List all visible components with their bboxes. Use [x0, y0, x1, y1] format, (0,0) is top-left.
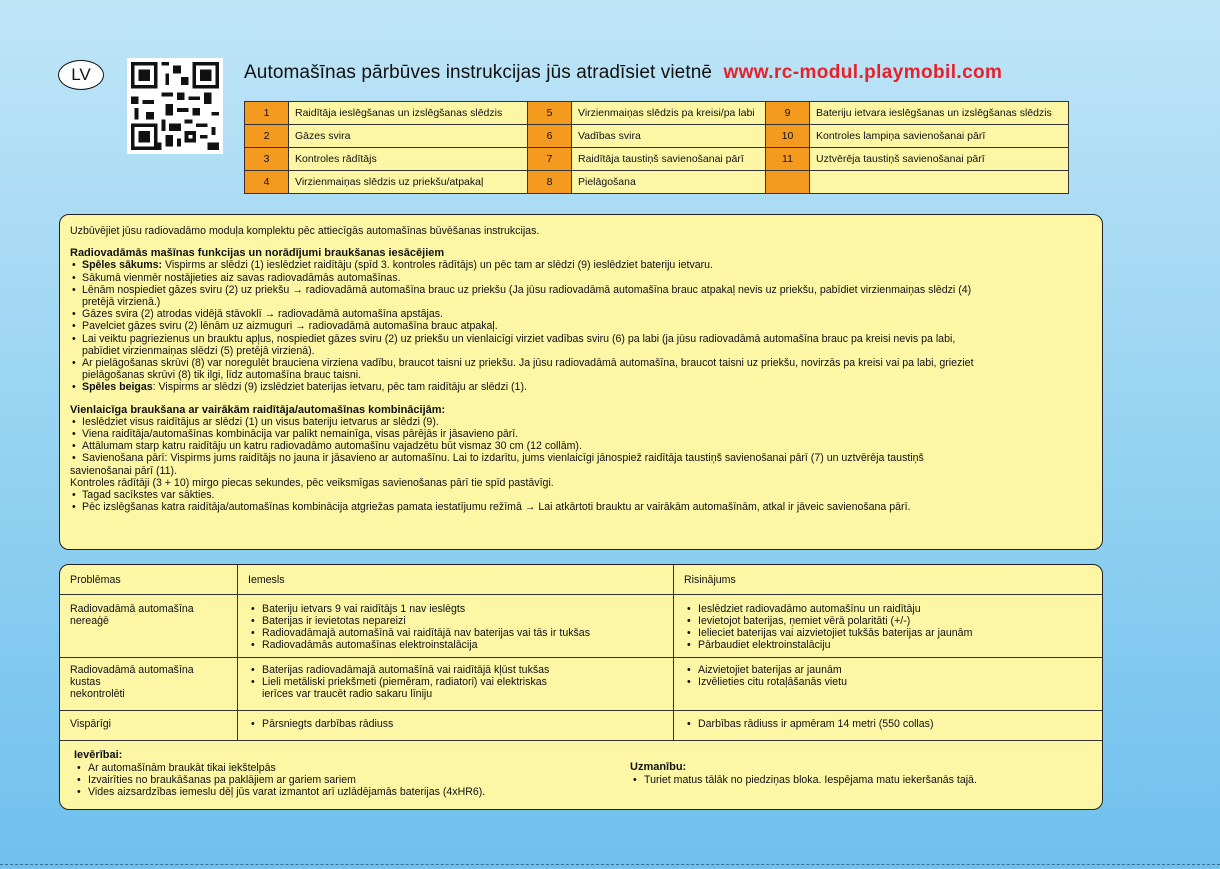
problem-cell: Radiovadāmā automašīna nereaģē: [60, 595, 238, 658]
column-header: Problēmas: [60, 565, 238, 595]
section-heading-functions: Radiovadāmās mašīnas funkcijas un norādījumi braukšanas iesācējiem: [70, 247, 445, 260]
solution-cell: [674, 595, 1103, 658]
list-item: • Ielieciet baterijas vai aizvietojiet tukšās baterijas ar jaunām: [684, 627, 1092, 639]
part-number: 9: [766, 102, 810, 125]
solution-cell: [674, 658, 1103, 711]
part-number: 2: [245, 125, 289, 148]
part-label: Kontroles rādītājs: [289, 148, 528, 171]
problem-cell: Vispārīgi: [60, 711, 238, 741]
part-label: Kontroles lampiņa savienošanai pārī: [810, 125, 1069, 148]
part-number: 7: [528, 148, 572, 171]
problem-cell: Radiovadāmā automašīna kustas nekontrolēti: [60, 658, 238, 711]
pairing-cont: savienošanai pārī (11).: [70, 464, 177, 477]
list-item: • Ar pielāgošanas skrūvi (8) var noregulēt brauciena virziena vadību, braucot taisni uz priekšu. Ja jūsu radiovadāmā automašīna, braucot taisni uz priekšu, novirzās pa kreisi vai pa labi, grieziet pielāgošanas skrūvi (8) tik ilgi, līdz automašīna brauc taisni.: [70, 357, 1092, 381]
list-item: • Lai veiktu pagriezienus un brauktu apļus, nospiediet gāzes sviru (2) uz priekšu un vienlaicīgi virziet vadības sviru (6) pa labi (ja jūsu radiovadāmā automašīna brauc pa kreisi nevis pa labi, pabīdiet virzienmaiņas slēdzi (5) pretējā virzienā).: [70, 333, 1092, 357]
list-item: • Aizvietojiet baterijas ar jaunām: [684, 664, 1092, 676]
cause-cell: [238, 658, 674, 711]
part-label: Virzienmaiņas slēdzis uz priekšu/atpakaļ: [289, 171, 528, 194]
list-item: • Savienošana pārī: Vispirms jums raidītājs no jauna ir jāsavieno ar automašīnu. Lai to izdarītu, jums vienlaicīgi jānospiež raidītāja taustiņš savienošanai pārī (7) un uztvērēja taustiņš: [70, 452, 1092, 464]
part-number: 8: [528, 171, 572, 194]
list-item: • Attālumam starp katru raidītāju un katru radiovadāmo automašīnu vajadzētu būt vismaz 30 cm (12 collām).: [70, 440, 1092, 452]
parts-row: [245, 171, 1069, 194]
list-item: • Lēnām nospiediet gāzes sviru (2) uz priekšu → radiovadāmā automašīna brauc uz priekšu (Ja jūsu radiovadāmā automašīna brauc atpakaļ nevis uz priekšu, pabīdiet virzienmaiņas slēdzi (4) pretējā virzienā.): [70, 284, 1092, 308]
list-item: • Spēles sākums: Vispirms ar slēdzi (1) ieslēdziet raidītāju (spīd 3. kontroles rādītājs) un pēc tam ar slēdzi (9) ieslēdziet bateriju ietvaru.: [70, 259, 1092, 271]
table-row: [60, 595, 1102, 658]
table-row: [60, 658, 1102, 711]
list-item: • Baterijas ir ievietotas nepareizi: [248, 615, 663, 627]
multiple-cars-list-end: [70, 489, 1092, 513]
notes-warning: [630, 761, 977, 786]
troubleshooting-panel: [59, 564, 1103, 810]
parts-legend-table: [244, 101, 1069, 194]
list-item: • Ar automašīnām braukāt tikai iekštelpās: [74, 762, 485, 774]
list-item: • Gāzes svira (2) atrodas vidējā stāvoklī → radiovadāmā automašīna apstājas.: [70, 308, 1092, 320]
notes-warning-title: Uzmanību:: [630, 761, 687, 773]
list-item: • Izvairīties no braukāšanas pa paklājiem ar gariem sariem: [74, 774, 485, 786]
part-label: Gāzes svira: [289, 125, 528, 148]
list-item: • Tagad sacīkstes var sākties.: [70, 489, 1092, 501]
part-number: 11: [766, 148, 810, 171]
part-label: Bateriju ietvara ieslēgšanas un izslēgšanas slēdzis: [810, 102, 1069, 125]
list-item: • Pavelciet gāzes sviru (2) lēnām uz aizmuguri → radiovadāmā automašīna brauc atpakaļ.: [70, 320, 1092, 332]
part-number: 1: [245, 102, 289, 125]
part-label: Raidītāja taustiņš savienošanai pārī: [572, 148, 766, 171]
notes-section: [60, 741, 1102, 810]
list-item: • Radiovadāmās automašīnas elektroinstalācija: [248, 639, 663, 651]
indicator-note: Kontroles rādītāji (3 + 10) mirgo piecas sekundes, pēc veiksmīgas savienošanas pārī tie spīd pastāvīgi.: [70, 476, 554, 489]
website-link[interactable]: www.rc-modul.playmobil.com: [723, 62, 1003, 83]
part-label: Uztvērēja taustiņš savienošanai pārī: [810, 148, 1069, 171]
cut-line: [0, 864, 1220, 865]
list-item: • Sākumā vienmēr nostājieties aiz savas radiovadāmās automašīnas.: [70, 272, 1092, 284]
table-row: [60, 711, 1102, 741]
list-item: • Ieslēdziet radiovadāmo automašīnu un raidītāju: [684, 603, 1092, 615]
part-number: 4: [245, 171, 289, 194]
cause-cell: [238, 595, 674, 658]
list-item: • Bateriju ietvars 9 vai raidītājs 1 nav ieslēgts: [248, 603, 663, 615]
list-item: • Lieli metāliski priekšmeti (piemēram, radiatori) vai elektriskas ierīces var traucēt radio sakaru līniju: [248, 676, 663, 700]
list-item: • Pārsniegts darbības rādiuss: [248, 718, 663, 730]
page-title: [244, 62, 1002, 84]
part-number: 6: [528, 125, 572, 148]
title-text: Automašīnas pārbūves instrukcijas jūs atradīsiet vietnē: [244, 62, 713, 83]
list-item: • Ieslēdziet visus raidītājus ar slēdzi (1) un visus bateriju ietvarus ar slēdzi (9).: [70, 416, 1092, 428]
troubleshooting-table: [60, 565, 1102, 741]
list-item: • Baterijas radiovadāmajā automašīnā vai raidītājā kļūst tukšas: [248, 664, 663, 676]
table-header-row: [60, 565, 1102, 595]
part-label: Pielāgošana: [572, 171, 766, 194]
list-item: • Izvēlieties citu rotaļāšanās vietu: [684, 676, 1092, 688]
list-item: • Ievietojot baterijas, ņemiet vērā polaritāti (+/-): [684, 615, 1092, 627]
parts-row: [245, 125, 1069, 148]
multiple-cars-list: [70, 416, 1092, 465]
notes-attention-title: Ievērībai:: [74, 749, 123, 761]
functions-list: [70, 259, 1092, 393]
list-item: • Pēc izslēgšanas katra raidītāja/automašīnas kombinācija atgriežas pamata iestatījumu režīmā → Lai atkārtoti brauktu ar vairākām automašīnām, atkal ir jāveic savienošana pārī.: [70, 501, 1092, 513]
column-header: Iemesls: [238, 565, 674, 595]
list-item: • Viena raidītāja/automašīnas kombinācija var palikt nemainīga, visas pārējās ir jāsavieno pārī.: [70, 428, 1092, 440]
list-item: • Radiovadāmajā automašīnā vai raidītājā nav baterijas vai tās ir tukšas: [248, 627, 663, 639]
part-number: 3: [245, 148, 289, 171]
intro-text: Uzbūvējiet jūsu radiovadāmo moduļa komplektu pēc attiecīgās automašīnas būvēšanas instrukcijas.: [70, 225, 540, 237]
part-label: Vadības svira: [572, 125, 766, 148]
list-item: • Pārbaudiet elektroinstalāciju: [684, 639, 1092, 651]
section-heading-multiple: Vienlaicīga braukšana ar vairākām raidītāja/automašīnas kombinācijām:: [70, 403, 446, 416]
qr-code: [127, 58, 223, 154]
notes-attention: [74, 749, 485, 798]
solution-cell: [674, 711, 1103, 741]
part-number: 5: [528, 102, 572, 125]
part-label-empty: [810, 171, 1069, 194]
parts-row: [245, 148, 1069, 171]
column-header: Risinājums: [674, 565, 1103, 595]
list-item: • Darbības rādiuss ir apmēram 14 metri (550 collas): [684, 718, 1092, 730]
part-label: Raidītāja ieslēgšanas un izslēgšanas slēdzis: [289, 102, 528, 125]
list-item: • Turiet matus tālāk no piedziņas bloka. Iespējama matu iekeršanās tajā.: [630, 774, 977, 786]
language-badge: LV: [58, 60, 104, 90]
instructions-panel: [59, 214, 1103, 550]
part-number: 10: [766, 125, 810, 148]
parts-row: [245, 102, 1069, 125]
cause-cell: [238, 711, 674, 741]
part-number-empty: [766, 171, 810, 194]
part-label: Virzienmaiņas slēdzis pa kreisi/pa labi: [572, 102, 766, 125]
list-item: • Vides aizsardzības iemeslu dēļ jūs varat izmantot arī uzlādējamās baterijas (4xHR6).: [74, 786, 485, 798]
list-item: • Spēles beigas: Vispirms ar slēdzi (9) izslēdziet baterijas ietvaru, pēc tam raidītāju ar slēdzi (1).: [70, 381, 1092, 393]
